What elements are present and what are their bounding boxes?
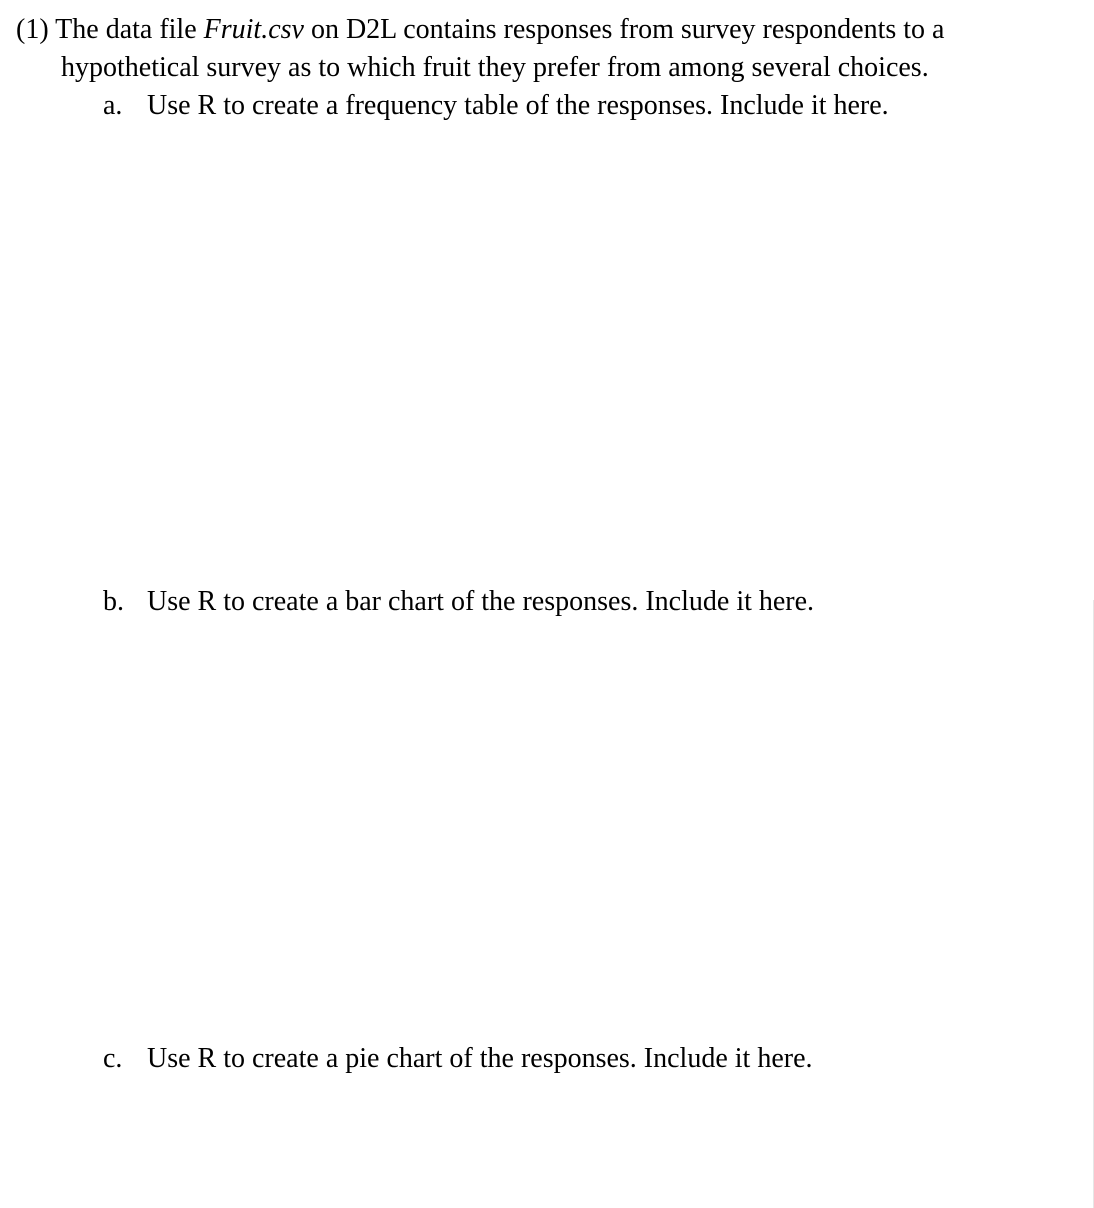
data-filename: Fruit.csv <box>203 14 304 45</box>
question-text-pre: The data file <box>55 14 204 45</box>
part-a-text: Use R to create a frequency table of the responses. Include it here. <box>147 90 889 121</box>
question-number: (1) <box>16 14 49 45</box>
question-line-2: hypothetical survey as to which fruit they prefer from among several choices. <box>61 52 929 83</box>
question-line-1 <box>16 11 944 49</box>
part-a-label: a. <box>103 90 123 121</box>
part-c-text: Use R to create a pie chart of the responses. Include it here. <box>147 1043 813 1074</box>
question-text-post: on D2L contains responses from survey respondents to a <box>303 14 945 45</box>
part-b-text: Use R to create a bar chart of the responses. Include it here. <box>147 586 815 617</box>
part-b-label: b. <box>103 586 124 617</box>
part-c-label: c. <box>103 1043 123 1074</box>
